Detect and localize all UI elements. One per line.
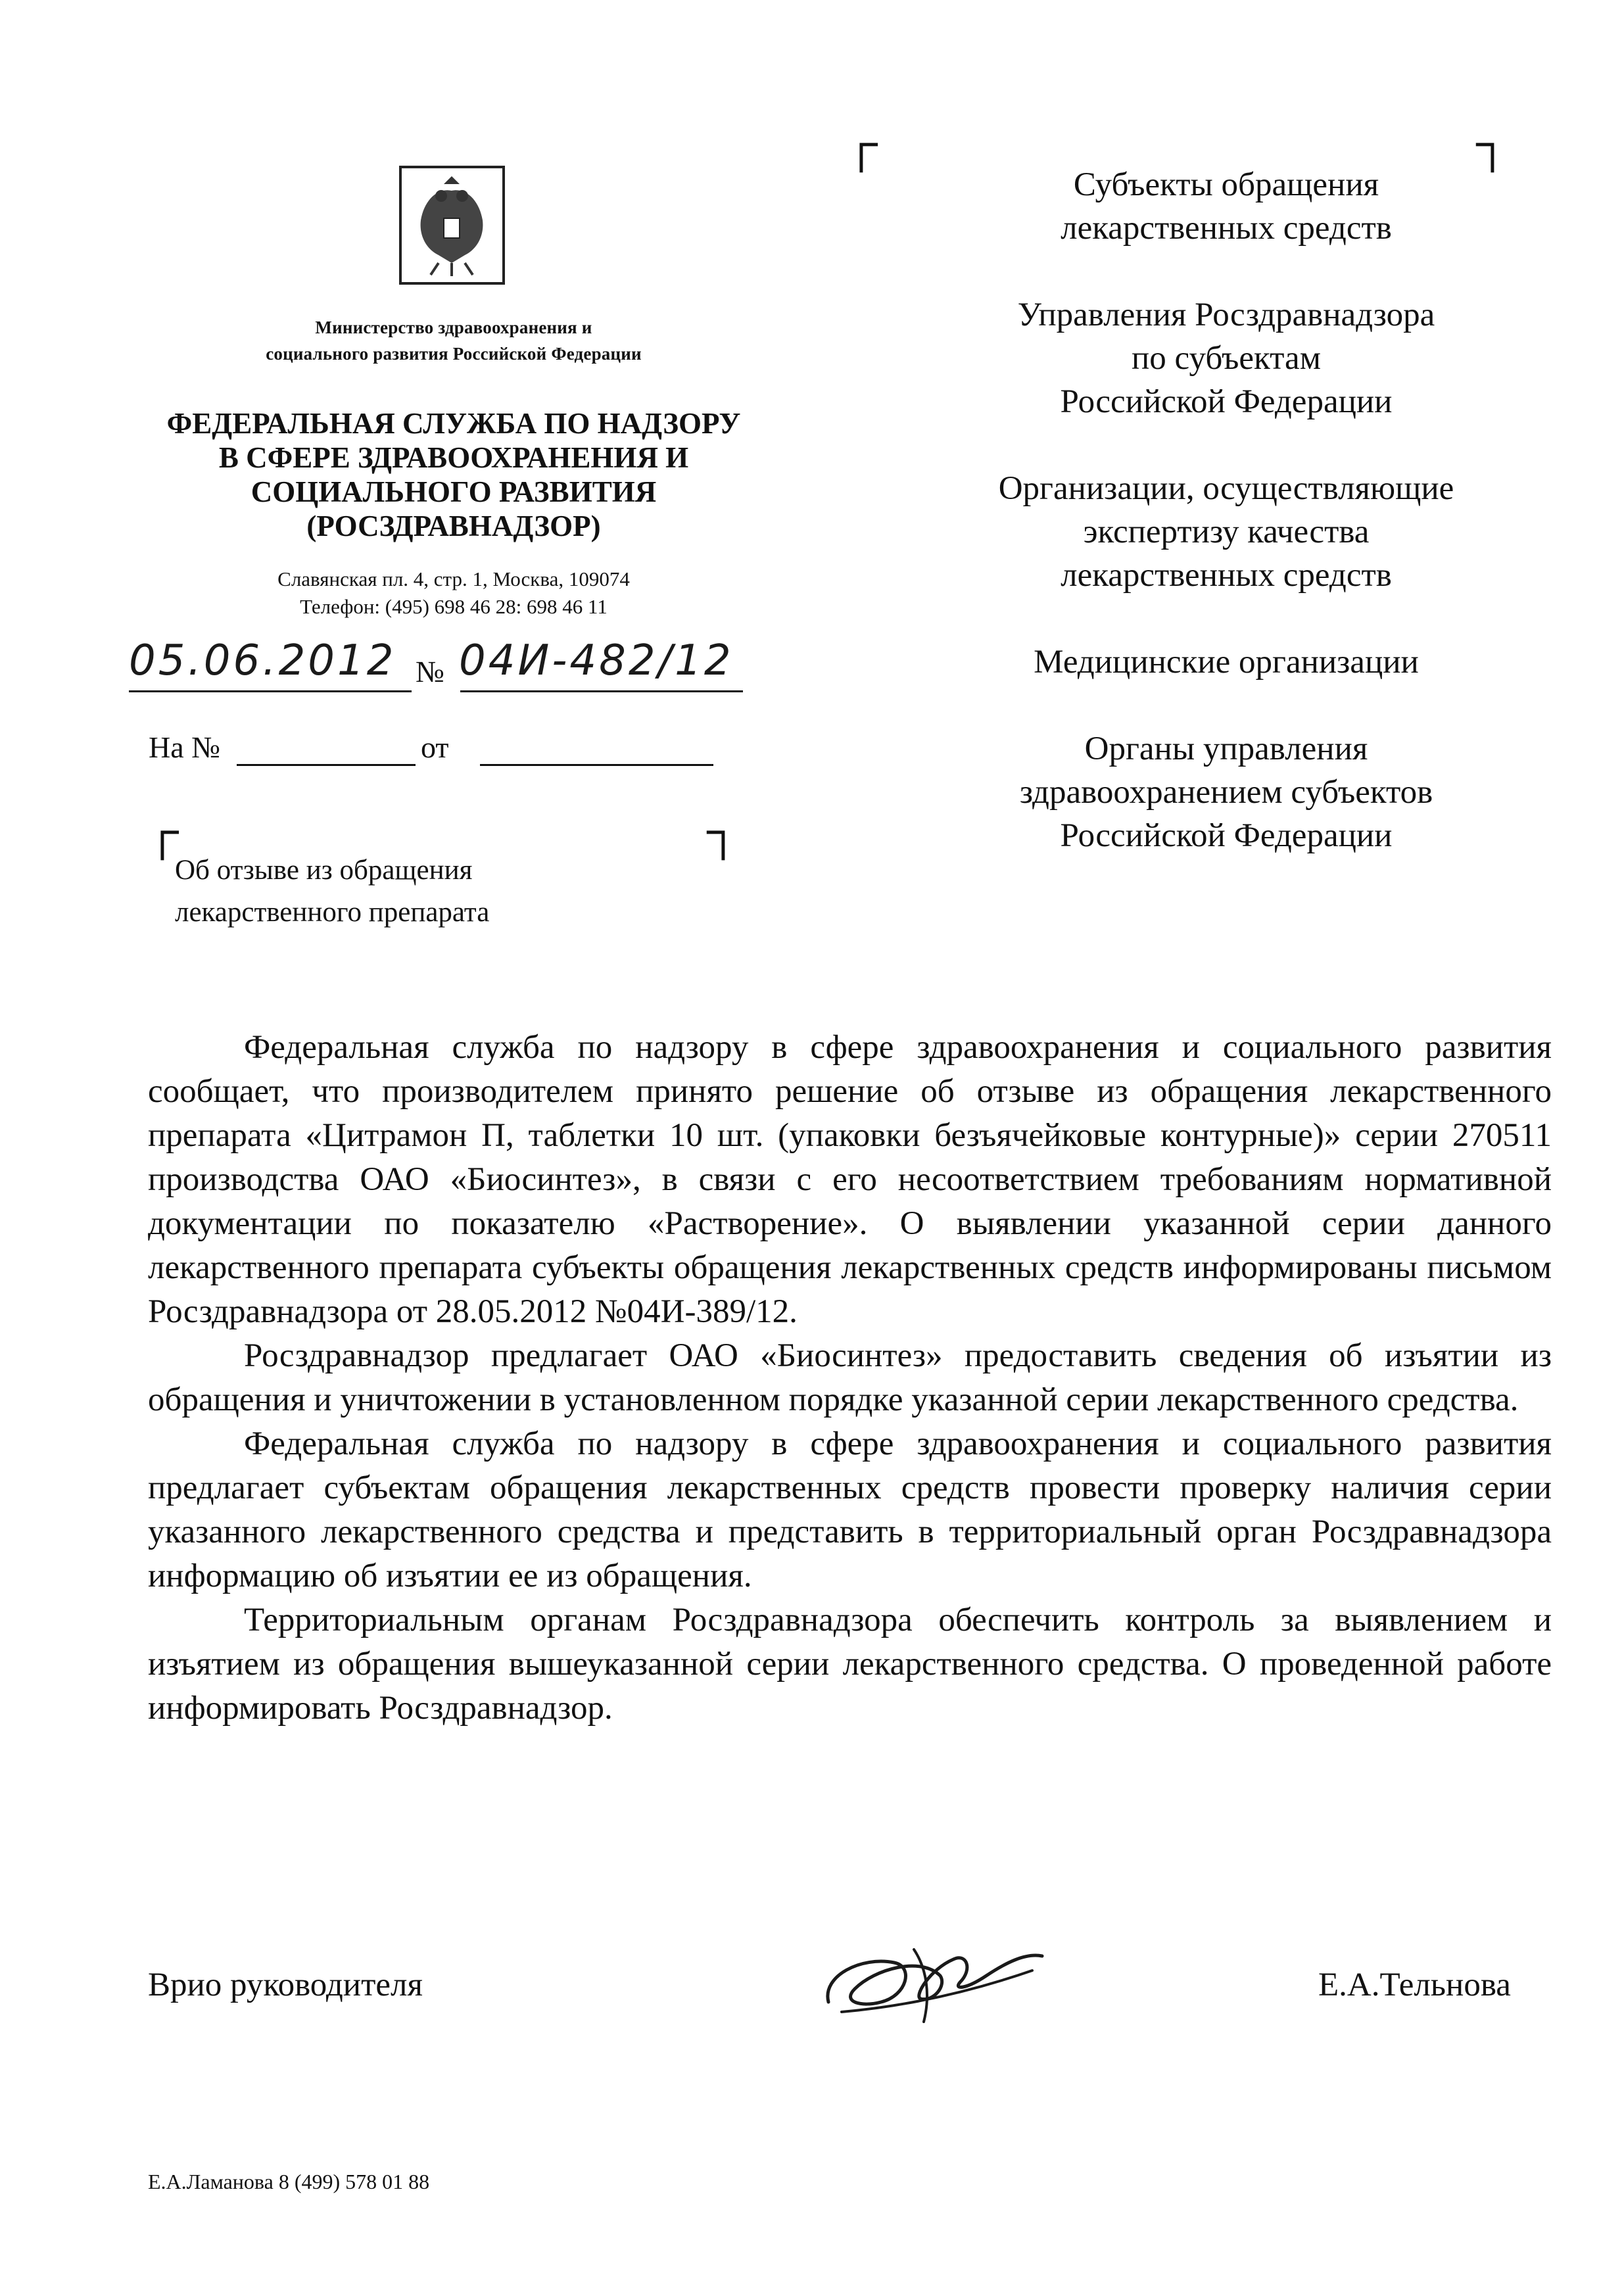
bracket-top-right-icon: ┐ [707,803,740,857]
agency-name [99,406,809,543]
recipient-line: лекарственных средств [1061,210,1392,247]
recipient-line: Субъекты обращения [1073,166,1379,203]
date-underline [129,690,412,692]
body-paragraph: Федеральная служба по надзору в сфере здравоохранения и социального развития сообщает, что производителем принято решение об отзыве из обращения лекарственного препарата «Цитрамон П, таблетки 10 шт. (упаковки безъячейковые контурные)» серии 270511 производства ОАО «Биосинтез», в связи с его несоответствием требованиям нормативной документации по показателю «Растворение». О выявлении указанной серии данного лекарственного препарата субъекты обращения лекарственных средств информированы письмом Росздравнадзора от 28.05.2012 №04И-389/12. [148,1029,1552,1330]
agency-line: (РОСЗДРАВНАДЗОР) [306,510,601,542]
ministry-line: социального развития Российской Федерации [266,344,642,364]
number-sign: № [416,655,444,688]
agency-line: ФЕДЕРАЛЬНАЯ СЛУЖБА ПО НАДЗОРУ [166,407,741,440]
executor-contact: Е.А.Ламанова 8 (499) 578 01 88 [148,2170,430,2193]
recipient-line: Управления Росздравнадзора [1017,297,1435,333]
phone-line: Телефон: (495) 698 46 28: 698 46 11 [300,595,608,618]
reply-date-label: от [421,730,449,764]
recipient-line: лекарственных средств [1061,557,1392,594]
recipient-group [924,293,1529,423]
body-paragraph: Росздравнадзор предлагает ОАО «Биосинтез» предоставить сведения об изъятии из обращения и уничтожении в установленном порядке указанной серии лекарственного средства. [148,1337,1552,1418]
body-paragraph: Территориальным органам Росздравнадзора обеспечить контроль за выявлением и изъятием из обращения вышеуказанной серии лекарственного средства. О проведенной работе информировать Росздравнадзор. [148,1602,1552,1727]
handwritten-signature-icon [815,1930,1052,2035]
recipient-line: Медицинские организации [1034,644,1419,680]
document-number: 04И-482/12 [459,636,734,685]
recipient-line: Организации, осуществляющие [998,470,1454,507]
bracket-top-right-icon: ┐ [1476,116,1509,170]
recipient-group [924,727,1529,857]
agency-line: СОЦИАЛЬНОГО РАЗВИТИЯ [251,475,657,508]
body-paragraph: Федеральная служба по надзору в сфере здравоохранения и социального развития предлагает субъектам обращения лекарственных средств провести проверку наличия серии указанного лекарственного средства и представить в территориальный орган Росздравнадзора информацию об изъятии ее из обращения. [148,1425,1552,1594]
bracket-top-left-icon: ┌ [845,116,878,170]
bracket-top-left-icon: ┌ [146,803,179,857]
recipient-line: Органы управления [1084,730,1368,767]
reply-to-blank [237,764,416,766]
address-line: Славянская пл. 4, стр. 1, Москва, 109074 [277,567,630,590]
recipient-group [924,163,1529,250]
subject-line: лекарственного препарата [175,897,490,928]
reply-date-blank [480,764,713,766]
recipient-line: здравоохранением субъектов [1019,774,1433,811]
recipient-group [924,467,1529,597]
agency-address [151,565,756,621]
recipient-line: по субъектам [1132,340,1321,377]
recipients-list [924,163,1529,857]
signatory-name: Е.А.Тельнова [1318,1967,1511,2003]
agency-line: В СФЕРЕ ЗДРАВООХРАНЕНИЯ И [218,441,689,474]
subject-line: Об отзыве из обращения [175,855,473,886]
ministry-line: Министерство здравоохранения и [315,318,592,337]
document-date: 05.06.2012 [129,636,396,685]
coat-of-arms-icon [398,164,506,286]
signatory-title: Врио руководителя [148,1967,423,2003]
number-underline [460,690,743,692]
recipient-line: Российской Федерации [1060,817,1393,854]
recipient-line: экспертизу качества [1083,513,1370,550]
reply-to-label: На № [149,730,221,764]
letter-body [148,1026,1552,1731]
recipient-line: Российской Федерации [1060,383,1393,420]
subject [175,849,489,934]
recipient-group [924,640,1529,684]
ministry-name [151,314,756,367]
